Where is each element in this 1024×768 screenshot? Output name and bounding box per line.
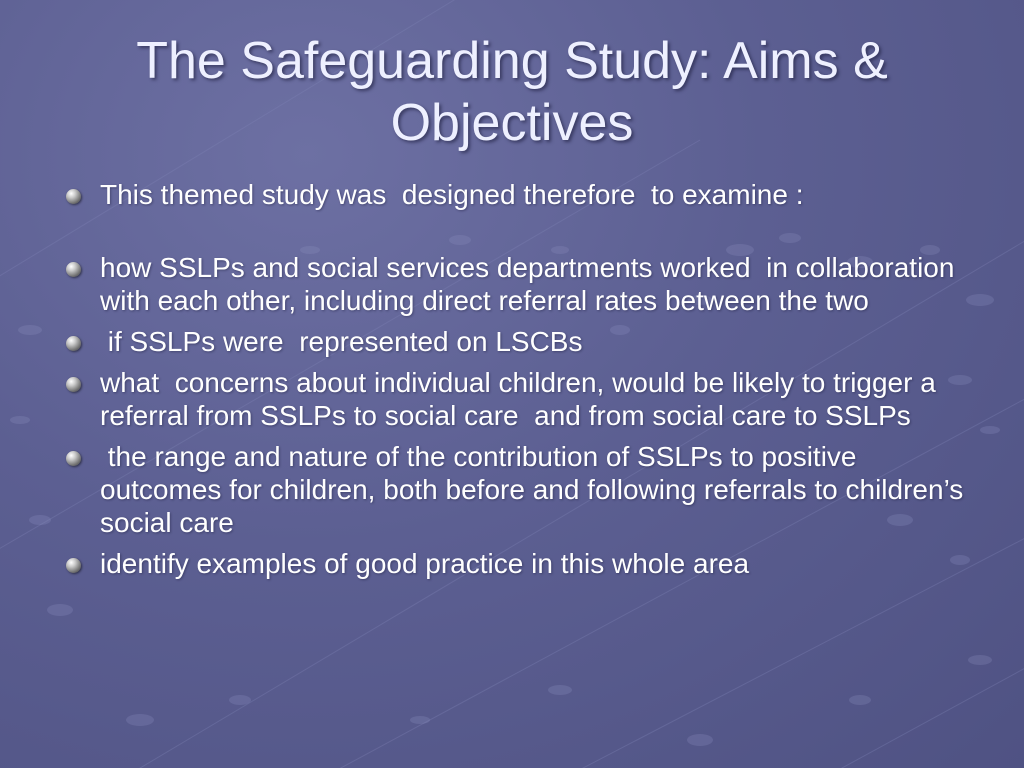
bullet-list — [62, 178, 972, 588]
bullet-text: how SSLPs and social services departments worked in collaboration with each other, including direct referral rates between the two — [100, 252, 963, 316]
bullet-item — [62, 440, 972, 539]
sphere-bullet-icon — [66, 377, 81, 392]
bullet-item — [62, 325, 972, 358]
bullet-item — [62, 366, 972, 432]
sphere-bullet-icon — [66, 451, 81, 466]
bullet-text: the range and nature of the contribution of SSLPs to positive outcomes for children, both before and following referrals to children’s social care — [100, 441, 972, 538]
bullet-text: what concerns about individual children, would be likely to trigger a referral from SSLPs to social care and from social care to SSLPs — [100, 367, 944, 431]
bullet-text: if SSLPs were represented on LSCBs — [100, 326, 583, 357]
bullet-text: This themed study was designed therefore to examine : — [100, 179, 804, 210]
bullet-item — [62, 547, 972, 580]
sphere-bullet-icon — [66, 262, 81, 277]
sphere-bullet-icon — [66, 558, 81, 573]
sphere-bullet-icon — [66, 336, 81, 351]
bullet-text: identify examples of good practice in this whole area — [100, 548, 750, 579]
bullet-item — [62, 178, 972, 211]
slide-title: The Safeguarding Study: Aims & Objectives — [136, 32, 888, 152]
bullet-item — [62, 251, 972, 317]
sphere-bullet-icon — [66, 189, 81, 204]
